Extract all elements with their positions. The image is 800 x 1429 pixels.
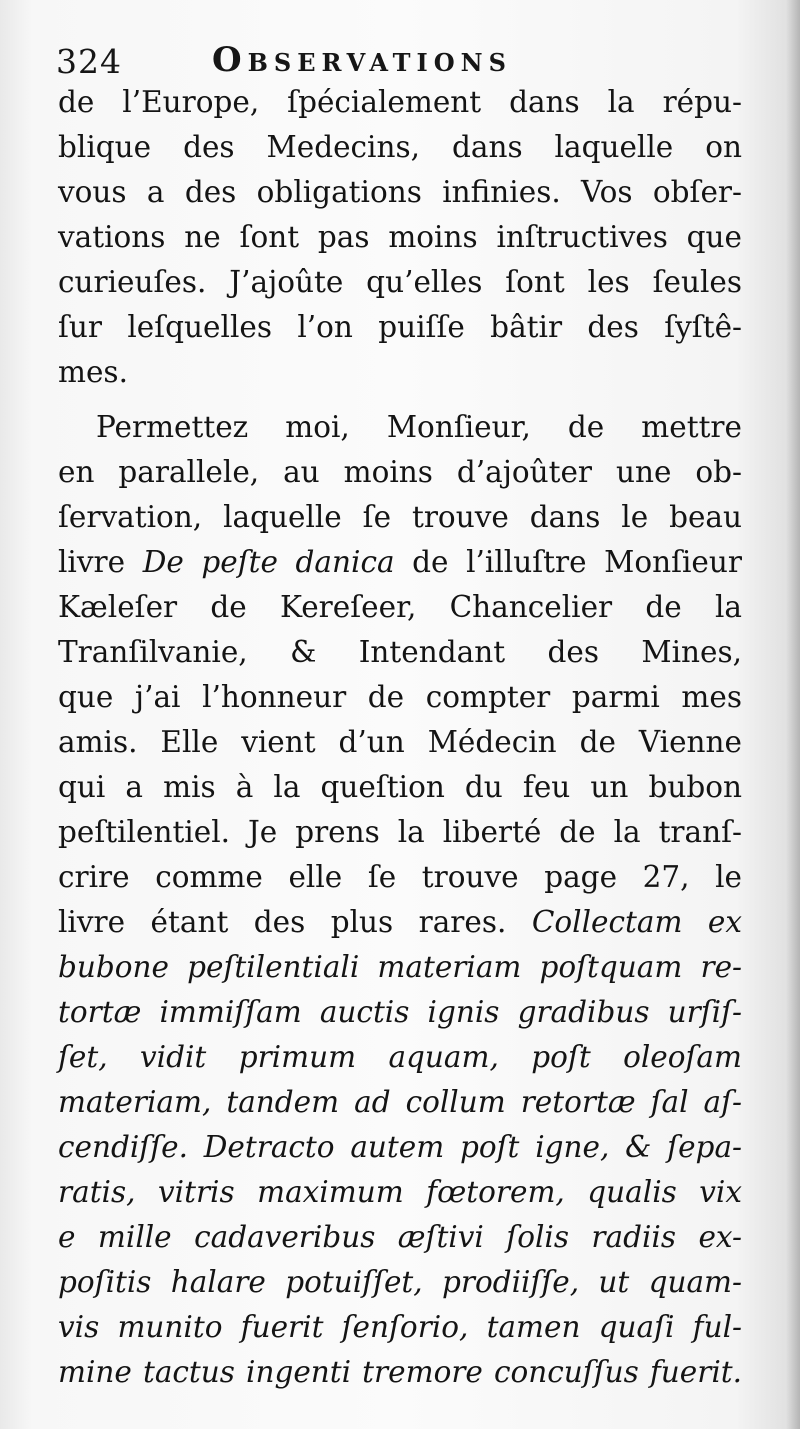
text-line	[58, 1305, 742, 1350]
text-line	[58, 1170, 742, 1215]
text-segment: livre	[58, 545, 143, 579]
italic-text-segment: materiam, tandem ad collum retortæ ſal aſ-	[58, 1085, 742, 1119]
text-line	[58, 450, 742, 495]
text-line	[58, 305, 742, 350]
text-segment: vations ne ſont pas moins inſtructives que	[58, 220, 742, 254]
text-segment: Permettez moi, Monſieur, de mettre	[96, 410, 742, 444]
text-line	[58, 215, 742, 260]
text-line	[58, 990, 742, 1035]
text-segment: ſur leſquelles l’on puiſſe bâtir des ſyſtê-	[58, 310, 742, 344]
text-line	[58, 350, 742, 395]
text-line	[58, 765, 742, 810]
text-line	[58, 720, 742, 765]
italic-text-segment: tortæ immiſſam auctis ignis gradibus urſiſ-	[58, 995, 742, 1029]
text-line	[58, 900, 742, 945]
text-line	[58, 260, 742, 305]
text-segment: blique des Medecins, dans laquelle on	[58, 130, 742, 164]
text-segment: de l’illuſtre Monſieur	[394, 545, 742, 579]
italic-text-segment: De peſte danica	[142, 545, 395, 579]
text-line	[58, 495, 742, 540]
text-segment: que j’ai l’honneur de compter parmi mes	[58, 680, 742, 714]
text-line	[58, 585, 742, 630]
text-segment: Tranſilvanie, & Intendant des Mines,	[58, 635, 742, 669]
text-line	[58, 80, 742, 125]
italic-text-segment: Collectam ex	[531, 905, 742, 939]
italic-text-segment: mine tactus ingenti tremore concuſſus fuerit.	[58, 1355, 742, 1389]
text-segment: Kæleſer de Kereſeer, Chancelier de la	[58, 590, 742, 624]
text-segment: curieuſes. J’ajoûte qu’elles ſont les ſeules	[58, 265, 742, 299]
italic-text-segment: poſitis halare potuiſſet, prodiiſſe, ut quam-	[58, 1265, 742, 1299]
text-line	[58, 1350, 742, 1395]
text-line	[58, 1035, 742, 1080]
italic-text-segment: bubone peſtilentiali materiam poſtquam re-	[58, 950, 742, 984]
text-segment: crire comme elle ſe trouve page 27, le	[58, 860, 742, 894]
text-segment: en parallele, au moins d’ajoûter une ob-	[58, 455, 742, 489]
text-line	[58, 125, 742, 170]
paragraph-gap	[58, 395, 742, 405]
text-line	[58, 1215, 742, 1260]
text-segment: de l’Europe, ſpécialement dans la répu-	[58, 85, 742, 119]
italic-text-segment: e mille cadaveribus æſtivi ſolis radiis ex-	[58, 1220, 742, 1254]
text-line	[58, 630, 742, 675]
body-text	[58, 80, 742, 1395]
text-segment: amis. Elle vient d’un Médecin de Vienne	[58, 725, 742, 759]
text-segment: ſervation, laquelle ſe trouve dans le beau	[58, 500, 742, 534]
text-segment: peſtilentiel. Je prens la liberté de la tranſ-	[58, 815, 742, 849]
text-segment: qui a mis à la queſtion du feu un bubon	[58, 770, 742, 804]
italic-text-segment: vis munito fuerit ſenſorio, tamen quaſi ful-	[58, 1310, 742, 1344]
text-line	[58, 945, 742, 990]
text-segment: mes.	[58, 355, 128, 389]
text-segment: livre étant des plus rares.	[58, 905, 532, 939]
text-line	[58, 540, 742, 585]
text-line	[58, 675, 742, 720]
text-line	[58, 1125, 742, 1170]
text-line	[58, 1080, 742, 1125]
text-segment: vous a des obligations infinies. Vos obſer-	[58, 175, 742, 209]
italic-text-segment: ratis, vitris maximum fœtorem, qualis vix	[58, 1175, 742, 1209]
text-line	[58, 170, 742, 215]
running-head: Observations	[212, 40, 512, 80]
page-edge-shadow	[786, 0, 800, 1429]
text-line	[58, 810, 742, 855]
text-line	[58, 855, 742, 900]
text-line	[58, 1260, 742, 1305]
italic-text-segment: ſet, vidit primum aquam, poſt oleoſam	[58, 1040, 742, 1074]
text-line	[58, 405, 742, 450]
italic-text-segment: cendiſſe. Detracto autem poſt igne, & ſepa-	[58, 1130, 742, 1164]
page-number: 324	[56, 42, 122, 81]
